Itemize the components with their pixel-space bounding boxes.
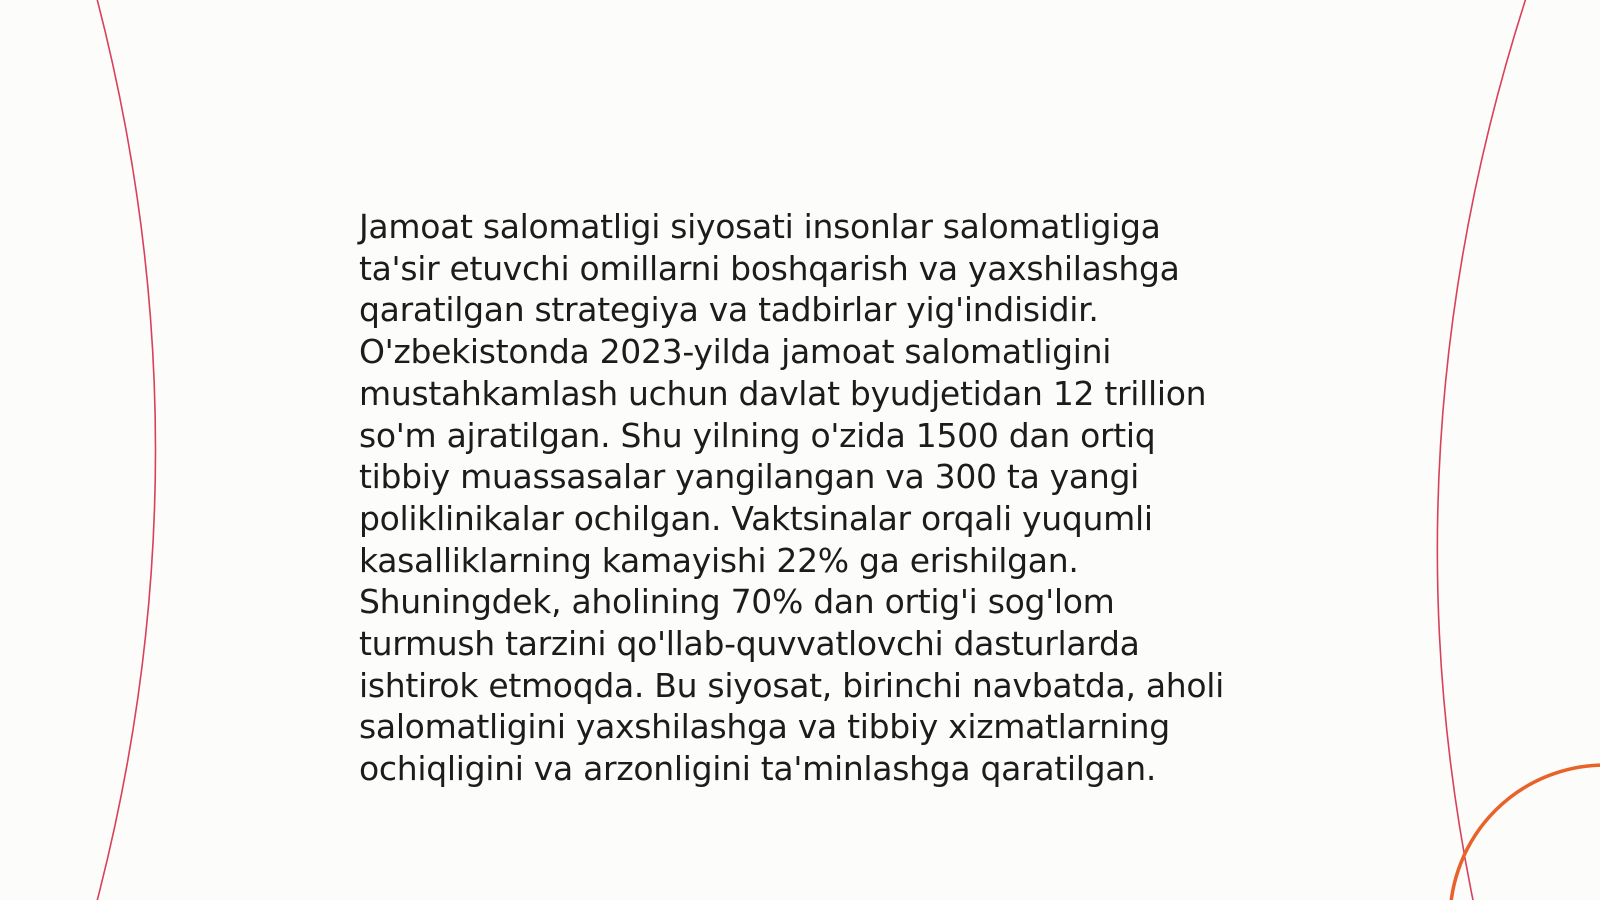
body-line: ishtirok etmoqda. Bu siyosat, birinchi navbatda, aholi bbox=[359, 665, 1225, 705]
right-curve-line bbox=[1437, 0, 1527, 900]
body-line: ochiqligini va arzonligini ta'minlashga qaratilgan. bbox=[359, 749, 1157, 789]
body-line: kasalliklarning kamayishi 22% ga erishilgan. bbox=[359, 540, 1079, 580]
left-curve-line bbox=[96, 0, 156, 900]
body-line: mustahkamlash uchun davlat byudjetidan 12 trillion bbox=[359, 373, 1207, 413]
body-line: turmush tarzini qo'llab-quvvatlovchi dasturlarda bbox=[359, 624, 1140, 664]
body-line: ta'sir etuvchi omillarni boshqarish va yaxshilashga bbox=[359, 248, 1180, 288]
body-line: salomatligini yaxshilashga va tibbiy xizmatlarning bbox=[359, 707, 1170, 747]
body-line: Jamoat salomatligi siyosati insonlar salomatligiga bbox=[359, 207, 1161, 246]
body-line: qaratilgan strategiya va tadbirlar yig'indisidir. bbox=[359, 290, 1099, 330]
orange-circle-arc bbox=[1450, 765, 1600, 900]
body-line: so'm ajratilgan. Shu yilning o'zida 1500 dan ortiq bbox=[359, 415, 1156, 455]
body-line: Shuningdek, aholining 70% dan ortig'i sog'lom bbox=[359, 582, 1115, 622]
body-line: O'zbekistonda 2023-yilda jamoat salomatligini bbox=[359, 332, 1112, 372]
body-line: tibbiy muassasalar yangilangan va 300 ta yangi bbox=[359, 457, 1139, 497]
body-paragraph bbox=[359, 206, 1239, 790]
body-line: poliklinikalar ochilgan. Vaktsinalar orqali yuqumli bbox=[359, 498, 1153, 538]
